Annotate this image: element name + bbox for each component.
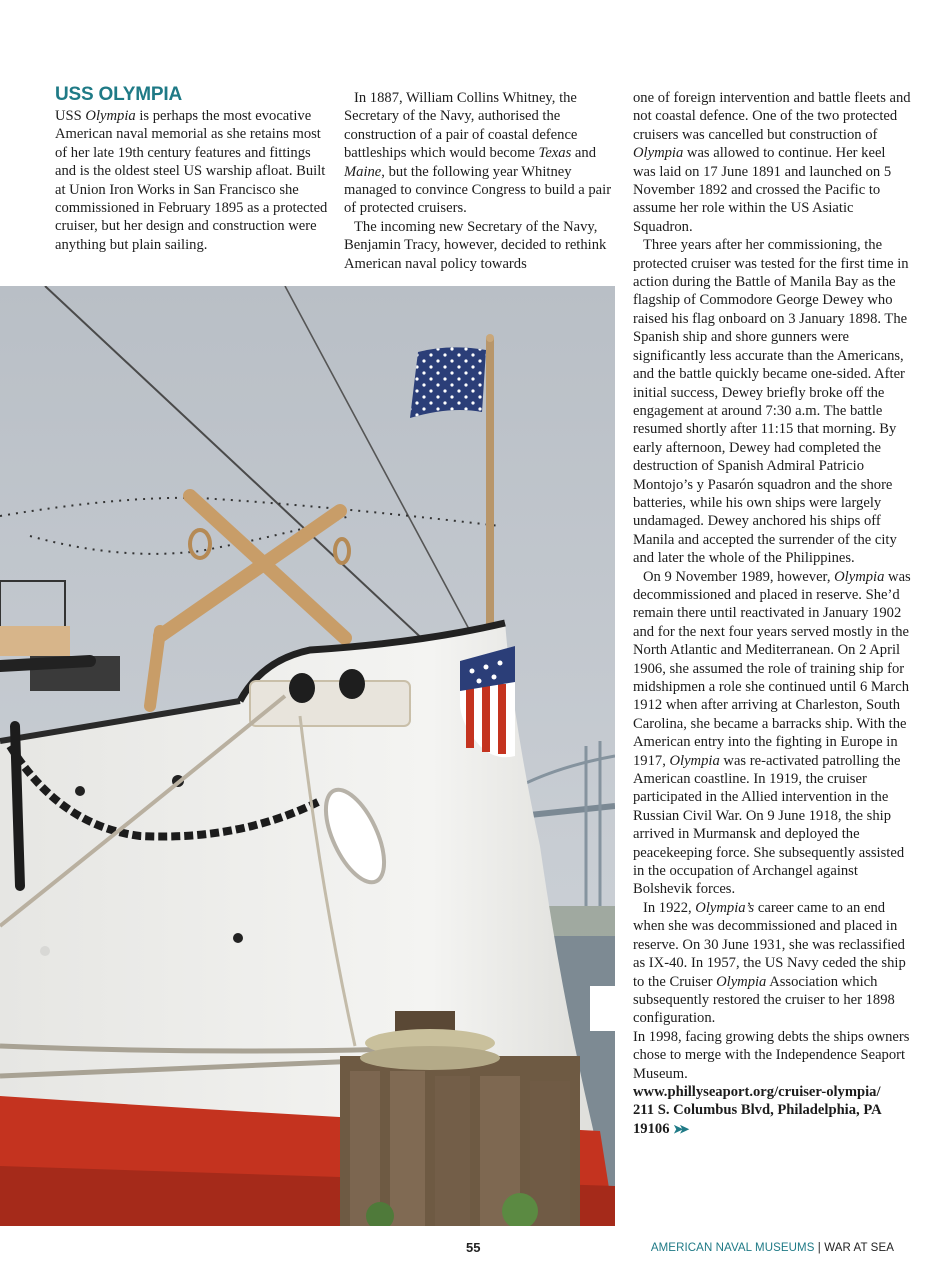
- section-name: AMERICAN NAVAL MUSEUMS: [650, 1242, 815, 1254]
- paragraph: In 1887, William Collins Whitney, the Secretary of the Navy, authorised the construction of a pair of coastal defence battleships which would become Texas and Maine, but the following year Whitney managed to convince Congress to build a pair of protected cruisers.: [344, 90, 612, 217]
- publication-name: WAR AT SEA: [824, 1242, 894, 1254]
- paragraph: USS Olympia is perhaps the most evocative American naval memorial as she retains most of her late 19th century features and fittings and is the oldest steel US warship afloat. Built at Union Iron Works in San Francisco she commissioned in February 1895 as a protected cruiser, but her design and construction were anything but plain sailing.: [55, 108, 328, 253]
- address: 211 S. Columbus Blvd, Philadelphia, PA 19106: [633, 1102, 881, 1137]
- paragraph: one of foreign intervention and battle fleets and not coastal defence. One of the two protected cruisers was cancelled but construction of Olympia was allowed to continue. Her keel was laid on 17 June 1891 and launched on 5 November 1892 and crossed the Pacific to assume her role within the US Asiatic Squadron.: [633, 90, 911, 235]
- running-footer: [651, 1242, 894, 1254]
- text-column-2: [344, 89, 614, 273]
- text-column-1: [55, 107, 330, 254]
- end-arrow-icon: ➤➤: [673, 1121, 686, 1136]
- paragraph: In 1922, Olympia’s career came to an end when she was decommissioned and placed in reserve. On 30 June 1931, she was reclassified as IX-40. In 1957, the US Navy ceded the ship to the Cruiser Olympia Association which subsequently restored the cruiser to her 1898 configuration.: [633, 899, 906, 1027]
- website-url[interactable]: www.phillyseaport.org/cruiser-olympia/: [633, 1083, 881, 1100]
- article-heading: USS OLYMPIA: [55, 84, 182, 105]
- ship-photo: [0, 286, 615, 1226]
- footer-separator: |: [814, 1242, 825, 1254]
- paragraph: Three years after her commissioning, the protected cruiser was tested for the first time in action during the Battle of Manila Bay as the flagship of Commodore George Dewey who raised his flag onboard on 3 January 1898. The Spanish ship and shore gunners were significantly less accurate than the Americans, and the battle quickly became one-sided. After initial success, Dewey briefly broke off the engagement at around 7:30 a.m. The battle resumed shortly after 11:15 that morning. By early afternoon, Dewey had completed the destruction of Spanish Admiral Patricio Montojo’s y Pasarón squadron and the shore batteries, while his own ships were largely undamaged. Dewey anchored his ships off Manila and accepted the surrender of the city and later the whole of the Philippines.: [633, 237, 909, 567]
- website-link[interactable]: [633, 1083, 911, 1138]
- text-column-3: [633, 89, 911, 1138]
- paragraph: On 9 November 1989, however, Olympia was decommissioned and placed in reserve. She’d remain there until reactivated in January 1902 and for the next four years served mostly in the North Atlantic and Mediterranean. On 2 April 1906, she assumed the role of training ship for midshipmen a role she continued until 6 March 1912 when after arriving at Charleston, South Carolina, she became a barracks ship. With the American entry into the fighting in Europe in 1917, Olympia was re-activated patrolling the American coastline. In 1919, the cruiser participated in the Allied intervention in the Russian Civil War. On 9 June 1918, the ship arrived in Murmansk and deployed the peacekeeping force. She subsequently assisted in the occupation of Archangel against Bolshevik forces.: [633, 568, 911, 898]
- flagpole: [486, 338, 494, 638]
- paragraph: In 1998, facing growing debts the ships owners chose to merge with the Independence Seaport Museum.: [633, 1028, 910, 1082]
- paragraph: The incoming new Secretary of the Navy, Benjamin Tracy, however, decided to rethink American naval policy towards: [344, 218, 607, 272]
- page-number: 55: [466, 1240, 481, 1255]
